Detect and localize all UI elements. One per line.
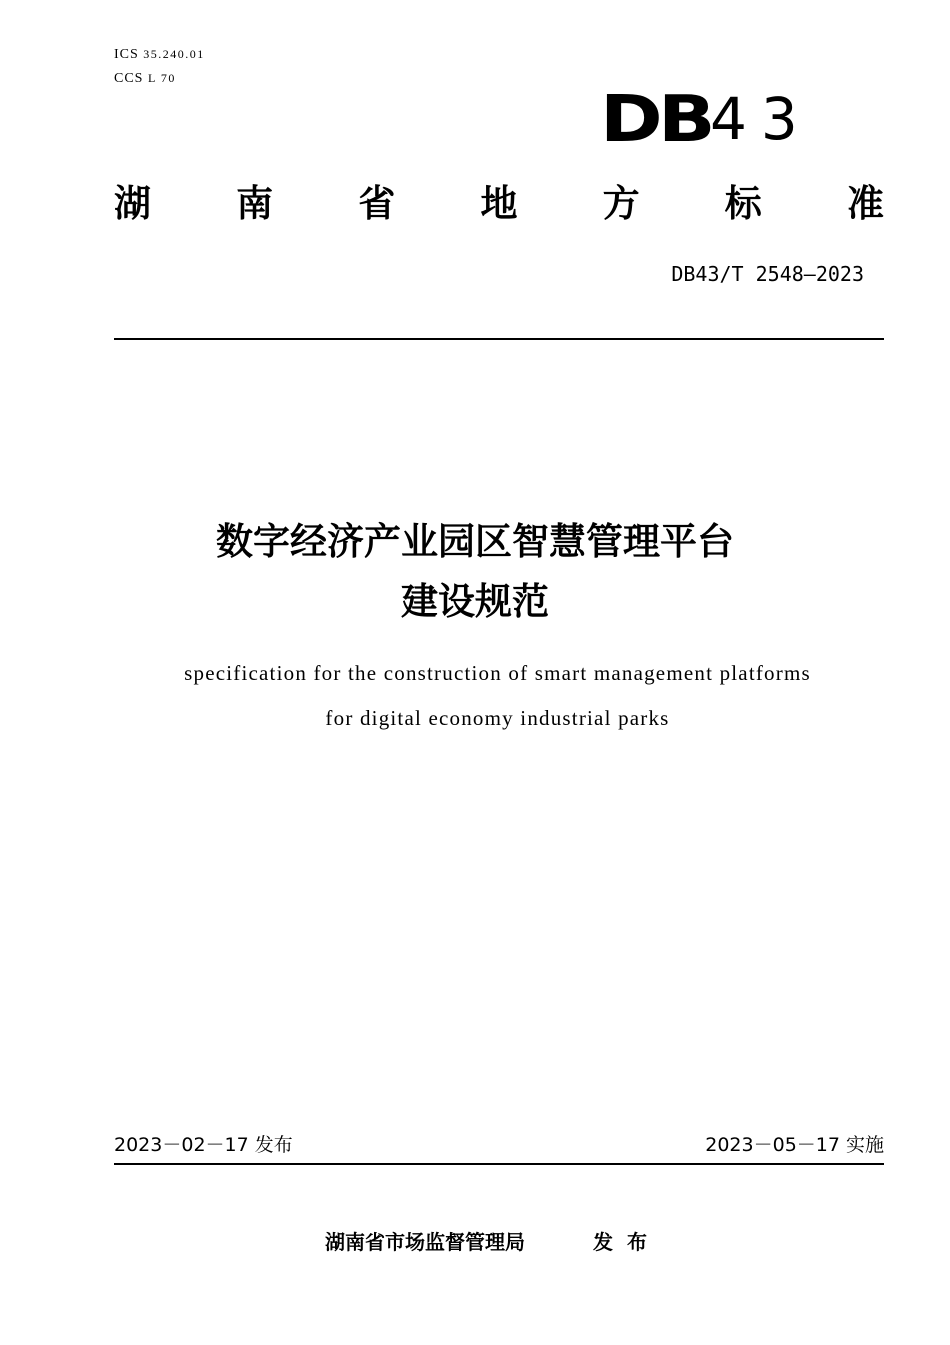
db43-logo [600, 83, 812, 157]
issuing-authority: 湖南省市场监督管理局 [325, 1230, 525, 1254]
ics-code: 35.240.01 [143, 47, 205, 61]
implementation-date: 2023－05－17 实施 [705, 1134, 884, 1156]
db-logo-letters: DB [600, 83, 711, 157]
standard-type-char: 省 [358, 182, 396, 225]
issue-date: 2023－02－17 发布 [114, 1134, 293, 1156]
top-divider [114, 338, 884, 340]
title-cn-line-1: 数字经济产业园区智慧管理平台 [216, 520, 734, 563]
ics-line [114, 46, 205, 63]
standard-type-char: 南 [236, 182, 274, 225]
standard-type-char: 地 [480, 182, 518, 225]
db-logo-number: 43 [710, 85, 812, 153]
title-en-line-2: for digital economy industrial parks [325, 706, 670, 730]
standard-type-heading [114, 182, 884, 226]
ccs-line [114, 70, 176, 87]
ccs-label: CCS [114, 71, 144, 86]
title-cn-line-2: 建设规范 [401, 580, 549, 623]
title-en-line-1: specification for the construction of smart management platforms [184, 661, 811, 685]
standard-type-char: 方 [602, 182, 640, 225]
ics-label: ICS [114, 47, 139, 62]
ccs-code: L 70 [147, 71, 176, 85]
standard-number: DB43/T 2548—2023 [671, 262, 864, 286]
standard-type-char: 准 [846, 182, 884, 225]
bottom-divider [114, 1163, 884, 1165]
standard-type-char: 湖 [114, 182, 151, 225]
issue-word: 发布 [593, 1230, 661, 1254]
standard-type-char: 标 [724, 182, 762, 225]
